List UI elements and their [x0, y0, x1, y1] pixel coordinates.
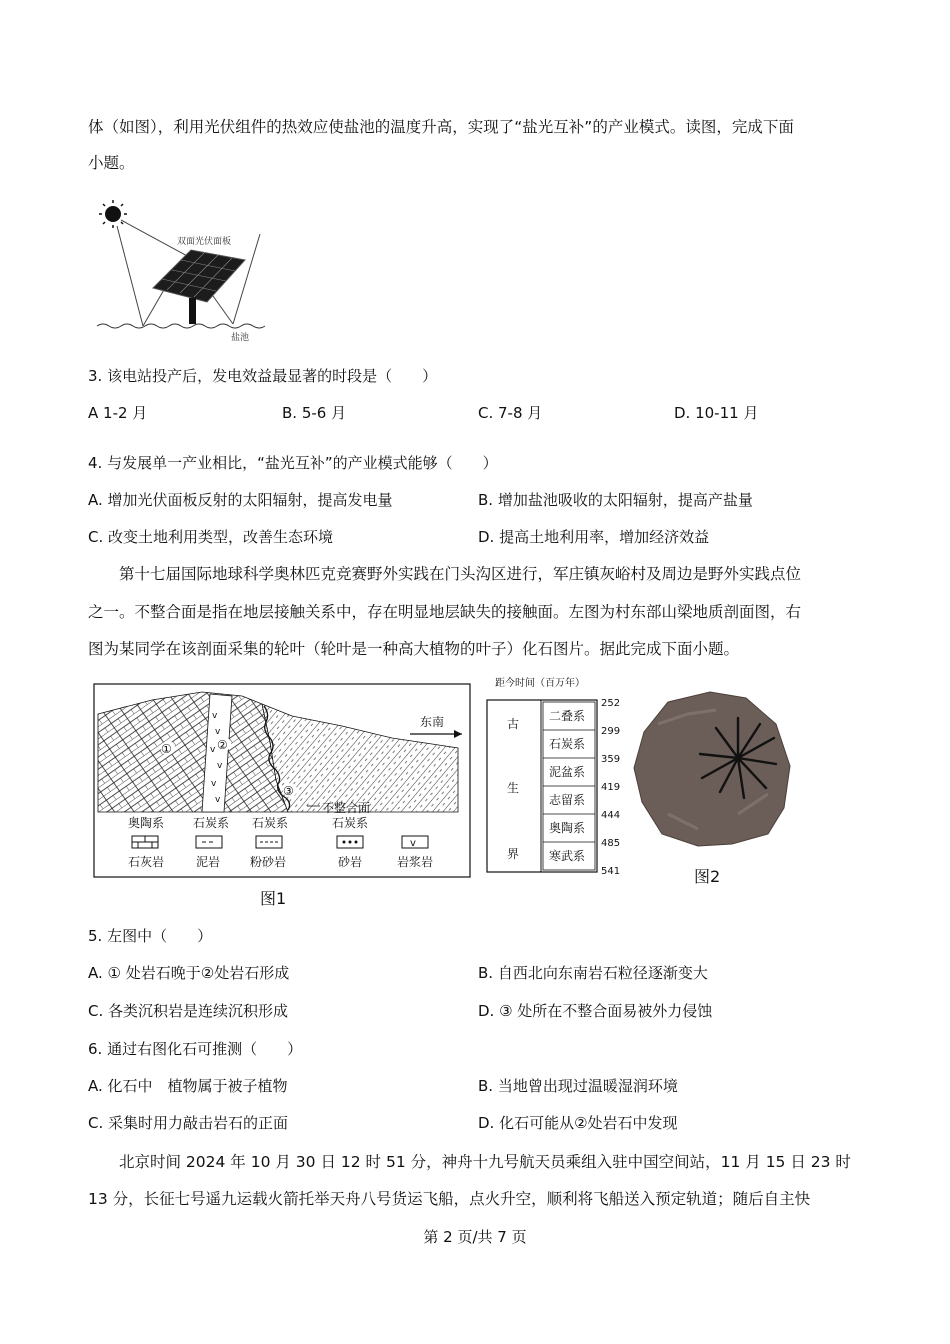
passage2-line-2: 之一。不整合面是指在地层接触关系中，存在明显地层缺失的接触面。左图为村东部山梁地质剖面图，右: [88, 603, 802, 621]
era-char-2: 生: [507, 781, 520, 795]
q4-option-c[interactable]: C. 改变土地利用类型，改善生态环境: [88, 528, 334, 546]
passage3-line-2: 13 分，长征七号遥九运载火箭托举天舟八号货运飞船，点火升空，顺利将飞船送入预定轨道；随后自主快: [88, 1190, 811, 1208]
figure-pv-saltpool: [95, 198, 280, 346]
age-6: 485: [601, 838, 621, 849]
passage2-line-3: 图为某同学在该剖面采集的轮叶（轮叶是一种高大植物的叶子）化石图片。据此完成下面小题。: [88, 640, 740, 658]
q5-stem: 5. 左图中（ ）: [88, 927, 213, 945]
figure-1-cross-section: [92, 682, 474, 914]
q3-option-b[interactable]: B. 5-6 月: [282, 404, 347, 422]
legend-rock-3: 粉砂岩: [250, 855, 287, 869]
era-char-1: 古: [507, 717, 520, 731]
svg-text:v: v: [217, 761, 223, 771]
system-4: 志留系: [549, 793, 586, 807]
legend-siltstone-symbol: [256, 836, 282, 848]
q6-option-d[interactable]: D. 化石可能从②处岩石中发现: [478, 1114, 678, 1132]
fig1-label-1: ①: [161, 742, 172, 756]
fig1-label-3: ③: [283, 784, 294, 798]
q3-option-d[interactable]: D. 10-11 月: [674, 404, 759, 422]
stratigraphic-table: [485, 672, 635, 882]
legend-rock-5: 岩浆岩: [397, 855, 434, 869]
svg-text:v: v: [215, 727, 221, 737]
legend-system-4: 石炭系: [332, 816, 369, 830]
era-char-3: 界: [507, 847, 520, 861]
direction-label: 东南: [420, 715, 445, 729]
system-2: 石炭系: [549, 737, 586, 751]
q6-option-c[interactable]: C. 采集时用力敲击岩石的正面: [88, 1114, 289, 1132]
svg-text:v: v: [410, 838, 416, 849]
q4-option-a[interactable]: A. 增加光伏面板反射的太阳辐射，提高发电量: [88, 491, 393, 509]
q5-option-d[interactable]: D. ③ 处所在不整合面易被外力侵蚀: [478, 1002, 713, 1020]
figure-2-fossil: [628, 684, 796, 890]
legend-system-1: 奥陶系: [128, 816, 165, 830]
q3-option-c[interactable]: C. 7-8 月: [478, 404, 543, 422]
q5-option-c[interactable]: C. 各类沉积岩是连续沉积形成: [88, 1002, 289, 1020]
intro-line-2: 小题。: [88, 154, 135, 172]
fig1-label-2: ②: [217, 738, 228, 752]
age-4: 419: [601, 782, 621, 793]
table-header: 距今时间（百万年）: [495, 678, 585, 689]
q3-option-a[interactable]: A 1-2 月: [88, 404, 148, 422]
passage2-line-1: 第十七届国际地球科学奥林匹克竞赛野外实践在门头沟区进行，军庄镇灰峪村及周边是野外实践点位: [119, 565, 802, 583]
legend-system-2: 石炭系: [193, 816, 230, 830]
system-6: 寒武系: [549, 849, 586, 863]
q6-option-b[interactable]: B. 当地曾出现过温暖湿润环境: [478, 1077, 678, 1095]
svg-text:v: v: [211, 779, 217, 789]
page-footer: 第 2 页/共 7 页: [423, 1228, 527, 1246]
salt-pool-label: 盐池: [231, 333, 250, 343]
system-1: 二叠系: [549, 709, 586, 723]
svg-text:v: v: [212, 711, 218, 721]
q6-stem: 6. 通过右图化石可推测（ ）: [88, 1040, 303, 1058]
q4-option-b[interactable]: B. 增加盐池吸收的太阳辐射，提高产盐量: [478, 491, 753, 509]
age-3: 359: [601, 754, 621, 765]
age-5: 444: [601, 810, 621, 821]
fig1-caption: 图1: [260, 889, 287, 908]
system-3: 泥盆系: [549, 765, 586, 779]
legend-rock-4: 砂岩: [338, 855, 363, 869]
intro-line-1: 体（如图），利用光伏组件的热效应使盐池的温度升高，实现了“盐光互补”的产业模式。读图，完成下面: [88, 118, 794, 136]
q5-option-a[interactable]: A. ① 处岩石晚于②处岩石形成: [88, 964, 290, 982]
q4-option-d[interactable]: D. 提高土地利用率，增加经济效益: [478, 528, 710, 546]
q4-stem: 4. 与发展单一产业相比，“盐光互补”的产业模式能够（ ）: [88, 454, 498, 472]
legend-rock-1: 石灰岩: [128, 855, 165, 869]
age-1: 252: [601, 698, 621, 709]
age-7: 541: [601, 866, 621, 877]
svg-text:v: v: [210, 745, 216, 755]
system-5: 奥陶系: [549, 821, 586, 835]
fig2-caption: 图2: [694, 867, 721, 886]
q5-option-b[interactable]: B. 自西北向东南岩石粒径逐渐变大: [478, 964, 708, 982]
legend-rock-2: 泥岩: [196, 855, 221, 869]
pv-panel-label: 双面光伏面板: [177, 237, 232, 247]
sun-icon: [99, 200, 127, 228]
legend-system-3: 石炭系: [252, 816, 289, 830]
age-2: 299: [601, 726, 621, 737]
unconformity-label: 不整合面: [322, 801, 371, 815]
q3-stem: 3. 该电站投产后，发电效益最显著的时段是（ ）: [88, 367, 438, 385]
svg-text:v: v: [215, 795, 221, 805]
q6-option-a[interactable]: A. 化石中 植物属于被子植物: [88, 1077, 288, 1095]
fossil-rock-image: [634, 692, 790, 846]
passage3-line-1: 北京时间 2024 年 10 月 30 日 12 时 51 分，神舟十九号航天员乘组入驻中国空间站，11 月 15 日 23 时: [119, 1153, 851, 1171]
